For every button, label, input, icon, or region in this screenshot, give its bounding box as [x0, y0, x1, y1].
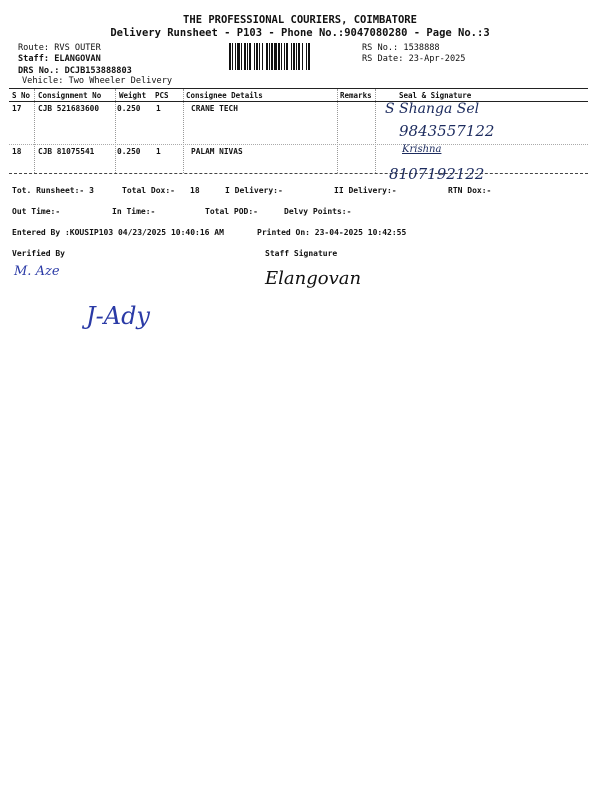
column-divider [337, 89, 338, 173]
verified-signature: M. Aze [14, 264, 60, 279]
drs-number: DRS No.: DCJB153888803 [18, 66, 132, 76]
total-dox-label: Total Dox:- [122, 186, 175, 195]
verified-by-label: Verified By [12, 249, 65, 258]
row-divider [9, 144, 588, 145]
rs-number: RS No.: 1538888 [362, 43, 440, 53]
runsheet-subtitle: Delivery Runsheet - P103 - Phone No.:9047080280 - Page No.:3 [110, 27, 490, 39]
handwritten-phone: 8107192122 [389, 165, 485, 183]
handwritten-signature: Krishna [402, 144, 442, 155]
handwritten-signature: S Shanga Sel [385, 101, 480, 117]
total-dox-value: 18 [190, 186, 200, 195]
i-delivery: I Delivery:- [225, 186, 283, 195]
staff-label: Staff: ELANGOVAN [18, 54, 101, 64]
header-consignment: Consignment No [38, 91, 102, 100]
row-consignment: CJB 521683600 [38, 104, 100, 113]
total-pod: Total POD:- [205, 207, 258, 216]
vehicle-label: Vehicle: Two Wheeler Delivery [22, 76, 173, 86]
column-divider [115, 89, 116, 173]
tot-runsheet: Tot. Runsheet:- 3 [12, 186, 94, 195]
table-header [9, 89, 588, 102]
route-label: Route: RVS OUTER [18, 43, 101, 53]
row-weight: 0.250 [117, 147, 141, 156]
column-divider [34, 89, 35, 173]
row-consignee: CRANE TECH [191, 104, 238, 113]
handwritten-mark: J-Ady [86, 302, 150, 330]
row-pcs: 1 [156, 104, 161, 113]
header-consignee: Consignee Details [186, 91, 263, 100]
header-seal-signature: Seal & Signature [399, 91, 472, 100]
delvy-points: Delvy Points:- [284, 207, 352, 216]
column-divider [183, 89, 184, 173]
header-remarks: Remarks [340, 91, 372, 100]
row-sno: 18 [12, 147, 22, 156]
rtn-dox: RTN Dox:- [448, 186, 492, 195]
runsheet-table [9, 88, 588, 174]
barcode-icon [229, 43, 357, 70]
row-pcs: 1 [156, 147, 161, 156]
header-pcs: PCS [155, 91, 169, 100]
staff-signature-label: Staff Signature [265, 249, 338, 258]
in-time: In Time:- [112, 207, 156, 216]
out-time: Out Time:- [12, 207, 61, 216]
header-sno: S No [12, 91, 31, 100]
handwritten-phone: 9843557122 [399, 122, 495, 140]
row-sno: 17 [12, 104, 22, 113]
staff-signature: Elangovan [265, 268, 362, 289]
printed-on: Printed On: 23-04-2025 10:42:55 [257, 228, 407, 237]
row-consignee: PALAM NIVAS [191, 147, 243, 156]
company-title: THE PROFESSIONAL COURIERS, COIMBATORE [183, 14, 417, 26]
column-divider [375, 89, 376, 173]
rs-date: RS Date: 23-Apr-2025 [362, 54, 466, 64]
row-weight: 0.250 [117, 104, 141, 113]
ii-delivery: II Delivery:- [334, 186, 397, 195]
entered-by: Entered By :KOUSIP103 04/23/2025 10:40:16 AM [12, 228, 224, 237]
header-weight: Weight [119, 91, 147, 100]
row-consignment: CJB 81075541 [38, 147, 95, 156]
